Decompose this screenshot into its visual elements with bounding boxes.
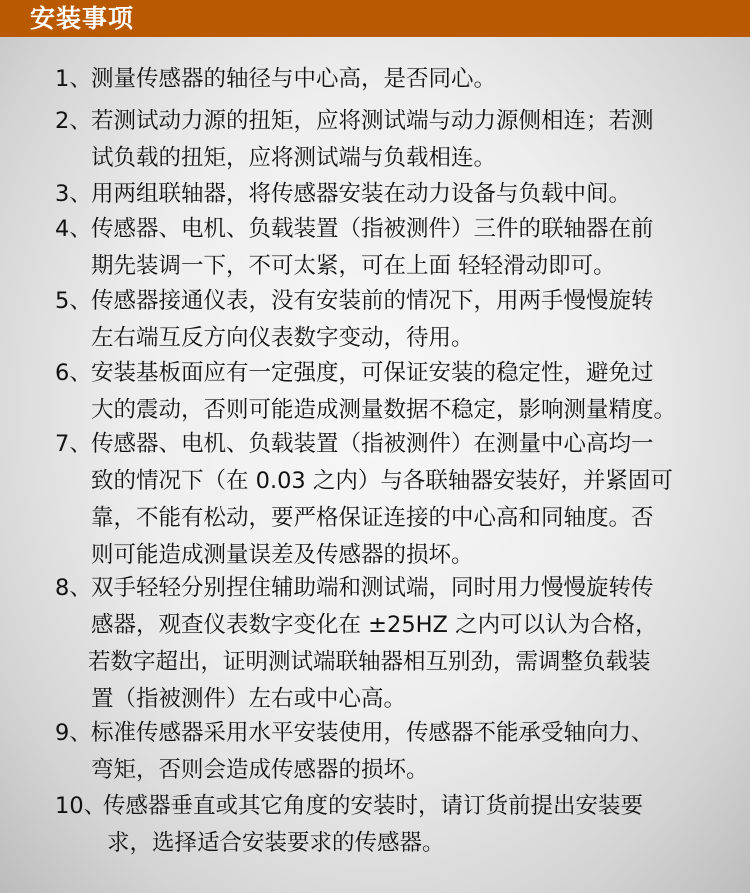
item-text-line: 靠，不能有松动，要严格保证连接的中心高和同轴度。否 xyxy=(91,505,654,531)
item-number: 3、 xyxy=(55,181,92,207)
item-text-line: 大的震动，否则可能造成测量数据不稳定，影响测量精度。 xyxy=(91,397,677,423)
item-number: 1、 xyxy=(55,66,92,92)
item-text-line: 标准传感器采用水平安装使用，传感器不能承受轴向力、 xyxy=(91,720,654,746)
item-text-line: 若数字超出，证明测试端联轴器相互别劲，需调整负载装 xyxy=(88,649,651,675)
item-text-line: 传感器、电机、负载装置（指被测件）三件的联轴器在前 xyxy=(91,216,654,242)
item-text-line: 若测试动力源的扭矩，应将测试端与动力源侧相连；若测 xyxy=(91,108,654,134)
item-number: 9、 xyxy=(55,720,92,746)
item-number: 5、 xyxy=(55,288,92,314)
item-number: 4、 xyxy=(55,216,92,242)
item-text-line: 安装基板面应有一定强度，可保证安装的稳定性，避免过 xyxy=(91,360,654,386)
item-text-line: 求，选择适合安装要求的传感器。 xyxy=(107,830,445,856)
item-text-line: 则可能造成测量误差及传感器的损坏。 xyxy=(91,542,474,568)
item-text-line: 传感器垂直或其它角度的安装时，请订货前提出安装要 xyxy=(103,793,644,819)
item-text-line: 期先装调一下，不可太紧，可在上面 轻轻滑动即可。 xyxy=(91,253,616,279)
item-text-line: 传感器接通仪表，没有安装前的情况下，用两手慢慢旋转 xyxy=(91,288,654,314)
item-text-line: 左右端互反方向仪表数字变动，待用。 xyxy=(91,325,474,351)
item-text-line: 传感器、电机、负载装置（指被测件）在测量中心高均一 xyxy=(91,431,654,457)
item-text-line: 双手轻轻分别捏住辅助端和测试端，同时用力慢慢旋转传 xyxy=(91,575,654,601)
item-text-line: 致的情况下（在 0.03 之内）与各联轴器安装好，并紧固可 xyxy=(91,468,673,494)
item-number: 7、 xyxy=(55,431,92,457)
item-number: 10、 xyxy=(55,793,107,819)
item-number: 8、 xyxy=(55,575,92,601)
item-number: 6、 xyxy=(55,360,92,386)
item-number: 2、 xyxy=(55,108,92,134)
item-text-line: 用两组联轴器，将传感器安装在动力设备与负载中间。 xyxy=(91,181,632,207)
item-text-line: 感器，观查仪表数字变化在 ±25HZ 之内可以认为合格， xyxy=(91,612,658,638)
item-text-line: 弯矩，否则会造成传感器的损坏。 xyxy=(91,757,429,783)
item-text-line: 置（指被测件）左右或中心高。 xyxy=(91,686,407,712)
item-text-line: 试负载的扭矩，应将测试端与负载相连。 xyxy=(91,145,497,171)
item-text-line: 测量传感器的轴径与中心高，是否同心。 xyxy=(91,66,497,92)
page-title: 安装事项 xyxy=(30,4,135,33)
